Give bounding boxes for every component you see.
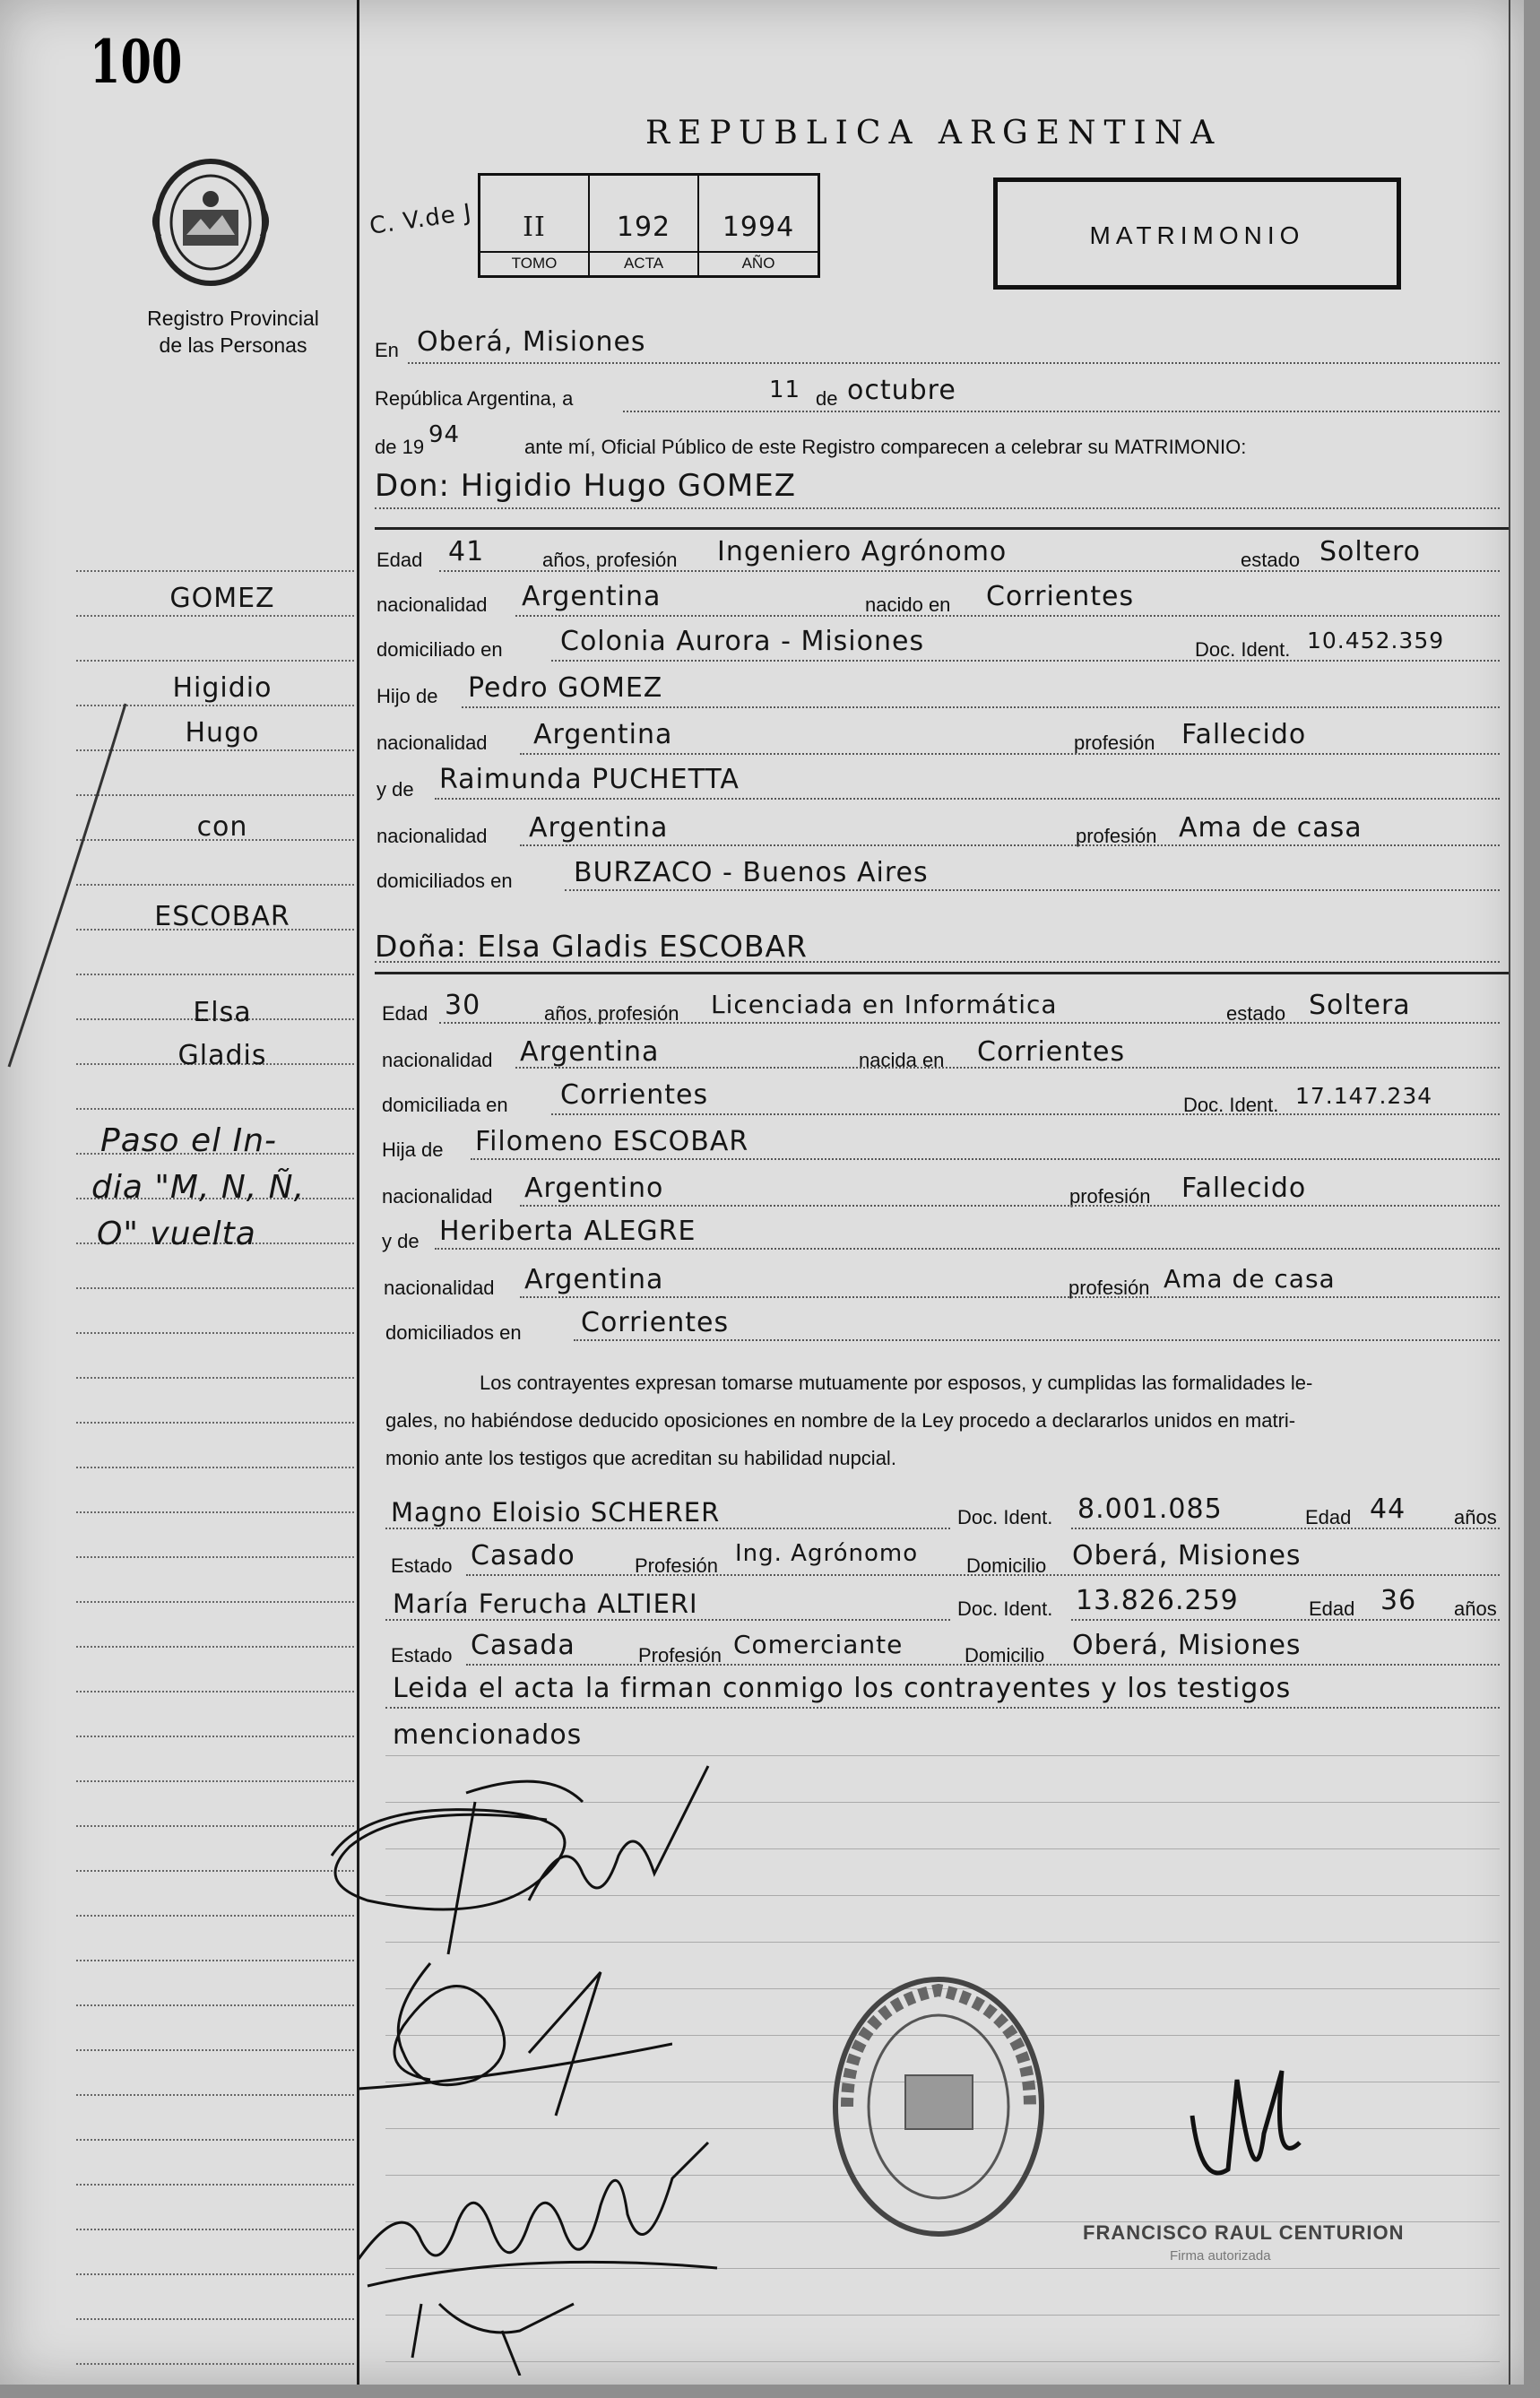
margin-dotted-line	[76, 1377, 354, 1379]
witness2-doc-label: Doc. Ident.	[957, 1597, 1053, 1620]
declaration-line-3: monio ante los testigos que acreditan su habilidad nupcial.	[385, 1447, 896, 1469]
groom-row1-line	[439, 570, 1500, 572]
bride-edad: 30	[445, 990, 481, 1021]
page-number: 100	[90, 27, 183, 97]
bride-dom-label: domiciliada en	[382, 1094, 508, 1116]
groom-section-rule	[375, 527, 1509, 530]
closing-line-1-rule	[385, 1707, 1500, 1709]
day-value: 11	[769, 377, 801, 403]
year-suffix: 94	[428, 421, 461, 448]
groom-nacionalidad: Argentina	[522, 581, 662, 612]
witness2-name-line	[385, 1619, 950, 1621]
groom-padre: Pedro GOMEZ	[468, 672, 663, 704]
margin-groom-name2: Hugo	[185, 717, 260, 749]
bride-row5-line	[520, 1205, 1500, 1207]
witness1-estado: Casado	[471, 1540, 575, 1571]
closing-line-1: Leida el acta la firman conmigo los contrayentes y los testigos	[393, 1673, 1292, 1704]
vertical-rule-right	[1509, 0, 1510, 2385]
signature-groom	[350, 1945, 672, 2125]
bride-padres-dom: Corrientes	[581, 1307, 730, 1338]
margin-dotted-line	[76, 1825, 354, 1827]
witness2-edad: 36	[1380, 1585, 1417, 1616]
groom-row6-line	[435, 798, 1500, 800]
margin-bride-name2: Gladis	[177, 1040, 267, 1071]
misiones-seal-icon	[151, 156, 271, 289]
margin-groom-surname: GOMEZ	[169, 583, 275, 614]
bride-edad-label: Edad	[382, 1002, 428, 1025]
declaration-line-1: Los contrayentes expresan tomarse mutuamente por esposos, y cumplidas las formalidades le-	[480, 1372, 1313, 1394]
acta-value: 192	[616, 212, 671, 243]
bride-estado: Soltera	[1309, 990, 1411, 1021]
republica-label: República Argentina, a	[375, 387, 574, 410]
margin-dotted-line	[76, 2184, 354, 2186]
groom-heading-line	[375, 507, 1500, 509]
groom-yde-label: y de	[376, 778, 414, 801]
margin-dotted-line	[76, 1691, 354, 1692]
bride-row6-line	[435, 1248, 1500, 1250]
groom-profesion: Ingeniero Agrónomo	[717, 536, 1008, 567]
witness1-name: Magno Eloisio SCHERER	[391, 1497, 721, 1528]
margin-dotted-line	[76, 1422, 354, 1424]
witness1-dom-label: Domicilio	[966, 1554, 1047, 1577]
groom-madre-nac-label: nacionalidad	[376, 825, 488, 847]
margin-con: con	[196, 811, 248, 843]
bride-padre-prof-label: profesión	[1069, 1185, 1151, 1208]
witness1-edad-label: Edad	[1305, 1506, 1352, 1528]
witness1-anos-label: años	[1454, 1506, 1497, 1528]
margin-bride-name1: Elsa	[193, 997, 252, 1028]
margin-dotted-line	[76, 1915, 354, 1917]
groom-padre-prof: Fallecido	[1181, 719, 1307, 750]
groom-madre-prof-label: profesión	[1076, 825, 1157, 847]
witness2-name: María Ferucha ALTIERI	[393, 1589, 698, 1619]
witness2-anos-label: años	[1454, 1597, 1497, 1620]
tomo-label: TOMO	[511, 255, 558, 272]
margin-dotted-line	[76, 1646, 354, 1648]
witness1-profesion: Ing. Agrónomo	[735, 1540, 919, 1567]
bride-madre-nac: Argentina	[524, 1264, 664, 1295]
margin-dotted-line	[76, 1736, 354, 1737]
ante-text: ante mí, Oficial Público de este Registro comparecen a celebrar su MATRIMONIO:	[524, 436, 1247, 458]
margin-annotation-3: O" vuelta	[97, 1216, 256, 1252]
margin-dotted-line	[76, 2229, 354, 2230]
witness2-domicilio: Oberá, Misiones	[1072, 1630, 1302, 1661]
groom-doc: 10.452.359	[1307, 628, 1445, 654]
groom-row5-line	[520, 753, 1500, 755]
groom-edad: 41	[448, 536, 485, 567]
witness2-row2-line	[466, 1664, 1500, 1666]
witness1-doc-line	[1071, 1528, 1500, 1529]
margin-dotted-line	[76, 660, 354, 662]
closing-line-2: mencionados	[393, 1719, 583, 1751]
bride-padre: Filomeno ESCOBAR	[475, 1126, 749, 1157]
witness1-domicilio: Oberá, Misiones	[1072, 1540, 1302, 1571]
bride-domicilio: Corrientes	[560, 1079, 709, 1111]
groom-padres-dom-label: domiciliados en	[376, 870, 513, 892]
bride-row4-line	[471, 1158, 1500, 1160]
bride-padre-nac-label: nacionalidad	[382, 1185, 493, 1208]
groom-padres-dom: BURZACO - Buenos Aires	[574, 857, 929, 888]
registry-name: Registro Provincial de las Personas	[147, 307, 319, 357]
groom-madre: Raimunda PUCHETTA	[439, 764, 740, 795]
margin-dotted-line	[76, 1780, 354, 1782]
groom-hijo-label: Hijo de	[376, 685, 438, 707]
witness1-edad: 44	[1370, 1493, 1406, 1525]
groom-estado: Soltero	[1319, 536, 1421, 567]
margin-dotted-line	[76, 570, 354, 572]
groom-row3-line	[551, 660, 1500, 662]
witness1-prof-label: Profesión	[635, 1554, 718, 1577]
margin-groom-name1: Higidio	[172, 672, 273, 704]
margin-dotted-line	[76, 1108, 354, 1110]
bride-padre-nac: Argentino	[524, 1173, 664, 1204]
margin-annotation-1: Paso el In-	[100, 1122, 278, 1159]
bride-yde-label: y de	[382, 1230, 420, 1252]
witness2-dom-label: Domicilio	[965, 1644, 1045, 1666]
bride-madre-prof: Ama de casa	[1164, 1264, 1336, 1294]
groom-dom-label: domiciliado en	[376, 638, 503, 661]
bride-profesion: Licenciada en Informática	[711, 990, 1058, 1019]
bride-row2-line	[515, 1067, 1500, 1069]
bride-heading-line	[375, 961, 1500, 963]
margin-dotted-line	[76, 1870, 354, 1872]
groom-padre-nac: Argentina	[533, 719, 673, 750]
margin-bride-surname: ESCOBAR	[154, 901, 290, 932]
signature-official	[314, 1748, 744, 1963]
bride-doc-label: Doc. Ident.	[1183, 1094, 1279, 1116]
witness2-prof-label: Profesión	[638, 1644, 722, 1666]
bride-nacionalidad: Argentina	[520, 1036, 660, 1068]
groom-padre-prof-label: profesión	[1074, 732, 1155, 754]
tomo-value: II	[523, 212, 546, 243]
witness2-profesion: Comerciante	[733, 1630, 904, 1659]
official-stamp-seal	[829, 1972, 1049, 2241]
margin-annotation-2: dia "M, N, Ñ,	[91, 1169, 306, 1206]
groom-madre-nac: Argentina	[529, 812, 669, 844]
act-type-label: MATRIMONIO	[1089, 221, 1305, 249]
margin-dotted-line	[76, 2094, 354, 2096]
margin-dotted-line	[76, 1601, 354, 1603]
margin-dotted-line	[76, 2363, 354, 2365]
bride-nacida-label: nacida en	[859, 1049, 945, 1071]
country-header: REPUBLICA ARGENTINA	[645, 115, 1223, 151]
de-label: de	[816, 387, 838, 410]
groom-row7-line	[520, 844, 1500, 846]
witness1-doc-label: Doc. Ident.	[957, 1506, 1053, 1528]
bride-heading: Doña: Elsa Gladis ESCOBAR	[375, 929, 808, 964]
cvdej-note: C. V.de J	[368, 199, 474, 240]
groom-estado-label: estado	[1241, 549, 1301, 571]
declaration-line-2: gales, no habiéndose deducido oposiciones en nombre de la Ley procedo a declararlos unidos en matri-	[385, 1409, 1296, 1432]
bride-padres-dom-label: domiciliados en	[385, 1321, 522, 1344]
bride-nacida-en: Corrientes	[977, 1036, 1126, 1068]
margin-slash-stroke	[0, 699, 134, 1076]
witness1-row2-line	[466, 1574, 1500, 1576]
ano-label: AÑO	[741, 255, 775, 272]
date-line	[623, 411, 1500, 412]
margin-dotted-line	[76, 1332, 354, 1334]
groom-nac-label: nacionalidad	[376, 593, 488, 616]
bride-hija-label: Hija de	[382, 1138, 444, 1161]
margin-dotted-line	[76, 2273, 354, 2275]
groom-padre-nac-label: nacionalidad	[376, 732, 488, 754]
bride-estado-label: estado	[1226, 1002, 1286, 1025]
bride-madre-nac-label: nacionalidad	[384, 1277, 495, 1299]
margin-dotted-line	[76, 2139, 354, 2141]
month-value: octubre	[847, 375, 956, 406]
acta-label: ACTA	[623, 255, 664, 272]
en-label: En	[375, 339, 399, 361]
bride-madre: Heriberta ALEGRE	[439, 1216, 696, 1247]
bride-anos-prof-label: años, profesión	[544, 1002, 679, 1025]
witness1-doc: 8.001.085	[1077, 1493, 1223, 1525]
groom-row8-line	[565, 889, 1500, 891]
witness1-name-line	[385, 1528, 950, 1529]
official-subtitle: Firma autorizada	[1170, 2248, 1271, 2264]
groom-nacido-en: Corrientes	[986, 581, 1135, 612]
witness2-estado: Casada	[471, 1630, 575, 1661]
witness2-doc: 13.826.259	[1076, 1585, 1239, 1616]
margin-dotted-line	[76, 1960, 354, 1961]
bride-row1-line	[439, 1022, 1500, 1024]
official-name: FRANCISCO RAUL CENTURION	[1083, 2221, 1405, 2244]
bride-row7-line	[520, 1296, 1500, 1298]
groom-madre-prof: Ama de casa	[1179, 812, 1363, 844]
year-prefix: de 19	[375, 436, 425, 458]
margin-dotted-line	[76, 2318, 354, 2320]
witness2-doc-line	[1071, 1619, 1500, 1621]
margin-dotted-line	[76, 1467, 354, 1468]
bride-section-rule	[375, 972, 1509, 974]
groom-edad-label: Edad	[376, 549, 423, 571]
groom-heading: Don: Higidio Hugo GOMEZ	[375, 468, 796, 504]
groom-anos-prof-label: años, profesión	[542, 549, 678, 571]
signature-bride	[341, 2125, 735, 2376]
witness2-estado-label: Estado	[391, 1644, 453, 1666]
groom-doc-label: Doc. Ident.	[1195, 638, 1291, 661]
witness2-edad-label: Edad	[1309, 1597, 1355, 1620]
bride-row3-line	[551, 1113, 1500, 1115]
bride-padre-prof: Fallecido	[1181, 1173, 1307, 1204]
margin-dotted-line	[76, 1556, 354, 1558]
bride-madre-prof-label: profesión	[1068, 1277, 1150, 1299]
margin-dotted-line	[76, 1287, 354, 1289]
bride-row8-line	[574, 1339, 1500, 1341]
bride-doc: 17.147.234	[1295, 1083, 1433, 1109]
place-value: Oberá, Misiones	[417, 326, 646, 358]
margin-dotted-line	[76, 615, 354, 617]
margin-dotted-line	[76, 1511, 354, 1513]
groom-nacido-label: nacido en	[865, 593, 951, 616]
place-line	[408, 362, 1500, 364]
signature-officer	[1174, 2062, 1318, 2223]
bride-nac-label: nacionalidad	[382, 1049, 493, 1071]
groom-row2-line	[515, 615, 1500, 617]
record-box	[478, 173, 820, 278]
act-type-box	[993, 177, 1401, 290]
groom-domicilio: Colonia Aurora - Misiones	[560, 626, 925, 657]
margin-dotted-line	[76, 2004, 354, 2006]
groom-row4-line	[462, 706, 1500, 708]
witness1-estado-label: Estado	[391, 1554, 453, 1577]
margin-dotted-line	[76, 2049, 354, 2051]
ano-value: 1994	[722, 212, 795, 243]
